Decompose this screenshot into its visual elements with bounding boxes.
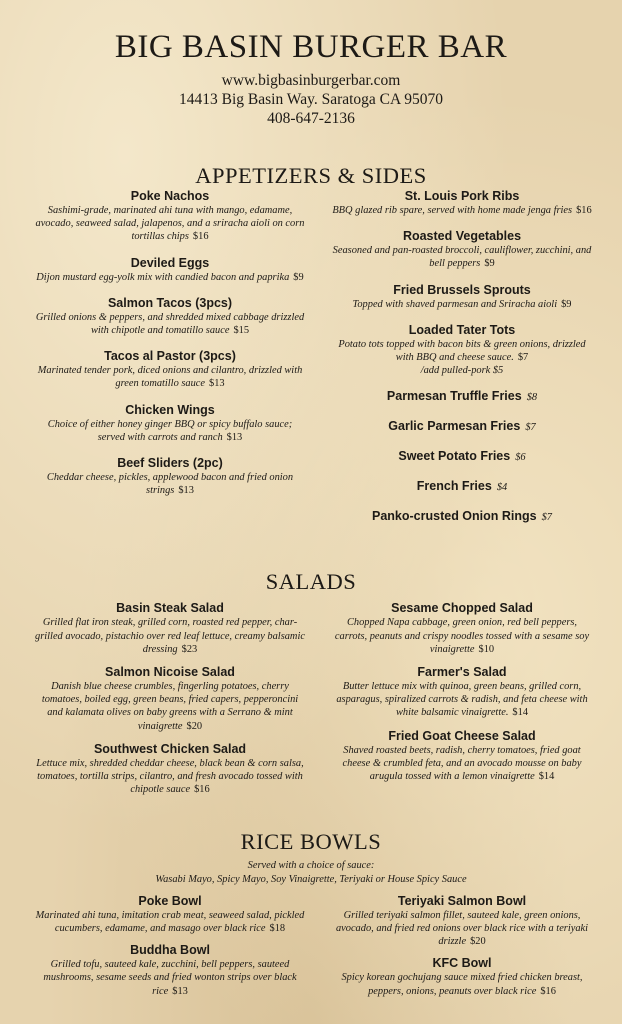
item-price: $9 (484, 258, 495, 270)
item-price: $20 (470, 936, 486, 948)
item-name: Parmesan Truffle Fries (386, 389, 522, 404)
menu-item (332, 189, 592, 217)
item-name: Poke Bowl (138, 893, 202, 908)
menu-item (34, 601, 306, 656)
sauce-choice-note (0, 859, 622, 885)
menu-item (332, 729, 592, 784)
menu-item (332, 956, 592, 997)
item-description: Marinated tender pork, diced onions and cilantro, drizzled with green tomatillo sauce $13 (37, 365, 303, 390)
item-description: Grilled tofu, sauteed kale, zucchini, bell peppers, sauteed mushrooms, sesame seeds and fried wonton strips over black rice $13 (43, 959, 297, 997)
item-price: $16 (192, 231, 209, 243)
item-price: $20 (186, 720, 203, 732)
item-price: $13 (178, 485, 194, 497)
section-title-rice-bowls: RICE BOWLS (240, 829, 382, 855)
item-name: KFC Bowl (432, 956, 492, 971)
item-description: Grilled onions & peppers, and shredded mixed cabbage drizzled with chipotle and tomatillo sauce $15 (35, 311, 305, 337)
menu-item (34, 742, 306, 797)
menu-item (332, 323, 592, 378)
item-price: $23 (181, 643, 198, 655)
salads-left-column (34, 601, 306, 805)
item-price: $7 (541, 512, 552, 524)
section-title-appetizers: APPETIZERS & SIDES (195, 163, 427, 188)
item-price: $10 (478, 643, 495, 655)
appetizers-section (0, 189, 622, 539)
rice-bowls-right-column (332, 894, 592, 1006)
item-description: Shaved roasted beets, radish, cherry tomatoes, fried goat cheese & crumbled feta, and an avocado mousse on baby arugula tossed with a lemon vinaigrette $14 (342, 744, 582, 783)
item-description: Butter lettuce mix with quinoa, green beans, grilled corn, asparagus, spiralized carrots & radish, and feta cheese with white balsamic vinaigrette. $14 (336, 681, 588, 719)
menu-item (332, 283, 592, 311)
sauce-choice-heading: Served with a choice of sauce: (247, 860, 375, 872)
item-price: $4 (496, 482, 508, 494)
item-description: Grilled teriyaki salmon fillet, sauteed kale, green onions, avocado, and fried red onions over black rice with a teriyaki drizzle $20 (335, 909, 589, 948)
menu-item (34, 894, 306, 935)
item-name: Roasted Vegetables (402, 229, 522, 244)
appetizers-right-column (332, 189, 592, 539)
item-price: $6 (515, 452, 526, 464)
menu-item (34, 189, 306, 244)
item-name: Fried Goat Cheese Salad (388, 728, 536, 743)
item-price: $8 (526, 392, 538, 404)
item-description: Topped with shaved parmesan and Sriracha aioli $9 (352, 298, 572, 310)
salads-right-column (332, 601, 592, 805)
item-description: Cheddar cheese, pickles, applewood bacon and fried onion strings $13 (46, 472, 294, 497)
item-description: Chopped Napa cabbage, green onion, red bell peppers, carrots, peanuts and crispy noodles tossed with a sesame soy vinaigrette $10 (334, 617, 590, 655)
item-name: Chicken Wings (125, 402, 215, 417)
item-name: Basin Steak Salad (116, 601, 224, 616)
item-name: Poke Nachos (130, 189, 210, 203)
item-price: $7 (517, 352, 529, 364)
menu-item (332, 229, 592, 270)
menu-item (34, 256, 306, 284)
item-name: Sweet Potato Fries (398, 449, 511, 464)
menu-item (34, 943, 306, 998)
menu-item (34, 665, 306, 733)
sauce-choice-options: Wasabi Mayo, Spicy Mayo, Soy Vinaigrette, Teriyaki or House Spicy Sauce (155, 873, 467, 885)
rice-bowls-section (0, 894, 622, 1006)
menu-item (332, 601, 592, 656)
phone-number[interactable]: 408-647-2136 (267, 110, 355, 127)
item-name: Fried Brussels Sprouts (393, 282, 531, 297)
menu-item (332, 665, 592, 720)
item-name: Salmon Tacos (3pcs) (107, 295, 233, 310)
menu-item (34, 456, 306, 497)
item-name: French Fries (416, 479, 492, 494)
item-description: Spicy korean gochujang sauce mixed fried chicken breast, peppers, onions, peanuts over black rice $16 (341, 972, 583, 997)
item-price: $9 (561, 298, 572, 310)
item-price: $9 (293, 271, 304, 283)
item-description: Marinated ahi tuna, imitation crab meat, seaweed salad, pickled cucumbers, edamame, and masago over black rice $18 (35, 909, 305, 935)
item-description: Seasoned and pan-roasted broccoli, cauliflower, zucchini, and bell peppers $9 (332, 245, 592, 270)
item-price: $15 (233, 325, 250, 337)
rice-bowls-left-column (34, 894, 306, 1006)
menu-header (0, 0, 622, 128)
item-description: Lettuce mix, shredded cheddar cheese, black bean & corn salsa, tomatoes, tortilla strips, cilantro, and fresh avocado tossed with chipotle sauce $16 (36, 757, 304, 796)
menu-item (34, 296, 306, 337)
item-price: $13 (226, 431, 243, 443)
item-name: Beef Sliders (2pc) (117, 456, 223, 471)
salads-section (0, 601, 622, 805)
item-price: $7 (525, 422, 536, 434)
menu-item (34, 403, 306, 444)
item-price: $16 (540, 985, 556, 997)
item-description: BBQ glazed rib spare, served with home made jenga fries $16 (332, 205, 592, 216)
item-description: Dijon mustard egg-yolk mix with candied bacon and paprika $9 (36, 271, 304, 283)
website-link[interactable]: www.bigbasinburgerbar.com (221, 72, 401, 89)
appetizers-left-column (34, 189, 306, 539)
item-description: Sashimi-grade, marinated ahi tuna with mango, edamame, avocado, seaweed salad, jalapenos, and a sriracha aioli on corn tortillas chips $16 (35, 205, 305, 243)
item-price: $13 (209, 378, 225, 390)
restaurant-title: BIG BASIN BURGER BAR (114, 29, 508, 65)
item-name: St. Louis Pork Ribs (404, 189, 520, 203)
side-item (332, 509, 592, 525)
menu-item (34, 349, 306, 390)
item-price: $14 (512, 707, 529, 719)
section-title-salads: SALADS (265, 569, 357, 595)
item-name: Garlic Parmesan Fries (388, 419, 521, 434)
item-name: Buddha Bowl (130, 943, 210, 958)
item-price: $14 (538, 771, 555, 783)
item-description: Choice of either honey ginger BBQ or spicy buffalo sauce; served with carrots and ranch $13 (47, 418, 293, 443)
item-description: Grilled flat iron steak, grilled corn, roasted red pepper, char-grilled avocado, pistachio over red leaf lettuce, creamy balsamic dressing $23 (35, 617, 305, 655)
item-name: Tacos al Pastor (3pcs) (104, 349, 236, 364)
address: 14413 Big Basin Way. Saratoga CA 95070 (179, 91, 443, 108)
item-price: $16 (576, 205, 592, 216)
item-name: Farmer's Salad (417, 665, 507, 680)
item-name: Teriyaki Salmon Bowl (397, 893, 527, 908)
side-item (332, 479, 592, 495)
item-price: $16 (194, 784, 210, 796)
item-addon: /add pulled-pork $5 (420, 365, 504, 377)
side-item (332, 389, 592, 405)
item-price: $18 (269, 923, 286, 935)
item-description: Potato tots topped with bacon bits & green onions, drizzled with BBQ and cheese sauce. $7 (338, 338, 586, 364)
item-name: Southwest Chicken Salad (93, 741, 247, 756)
item-name: Deviled Eggs (130, 255, 210, 270)
menu-item (332, 894, 592, 949)
item-name: Loaded Tater Tots (408, 322, 516, 337)
side-item (332, 419, 592, 435)
item-description: Danish blue cheese crumbles, fingerling potatoes, cherry tomatoes, boiled egg, green beans, fried capers, pepperoncini and kalamata olives on baby greens with a Serrano & mint vinaigrette $20 (41, 681, 299, 732)
item-name: Salmon Nicoise Salad (105, 665, 235, 680)
side-item (332, 449, 592, 465)
item-price: $13 (172, 985, 188, 997)
item-name: Sesame Chopped Salad (391, 601, 533, 616)
item-name: Panko-crusted Onion Rings (372, 509, 537, 524)
